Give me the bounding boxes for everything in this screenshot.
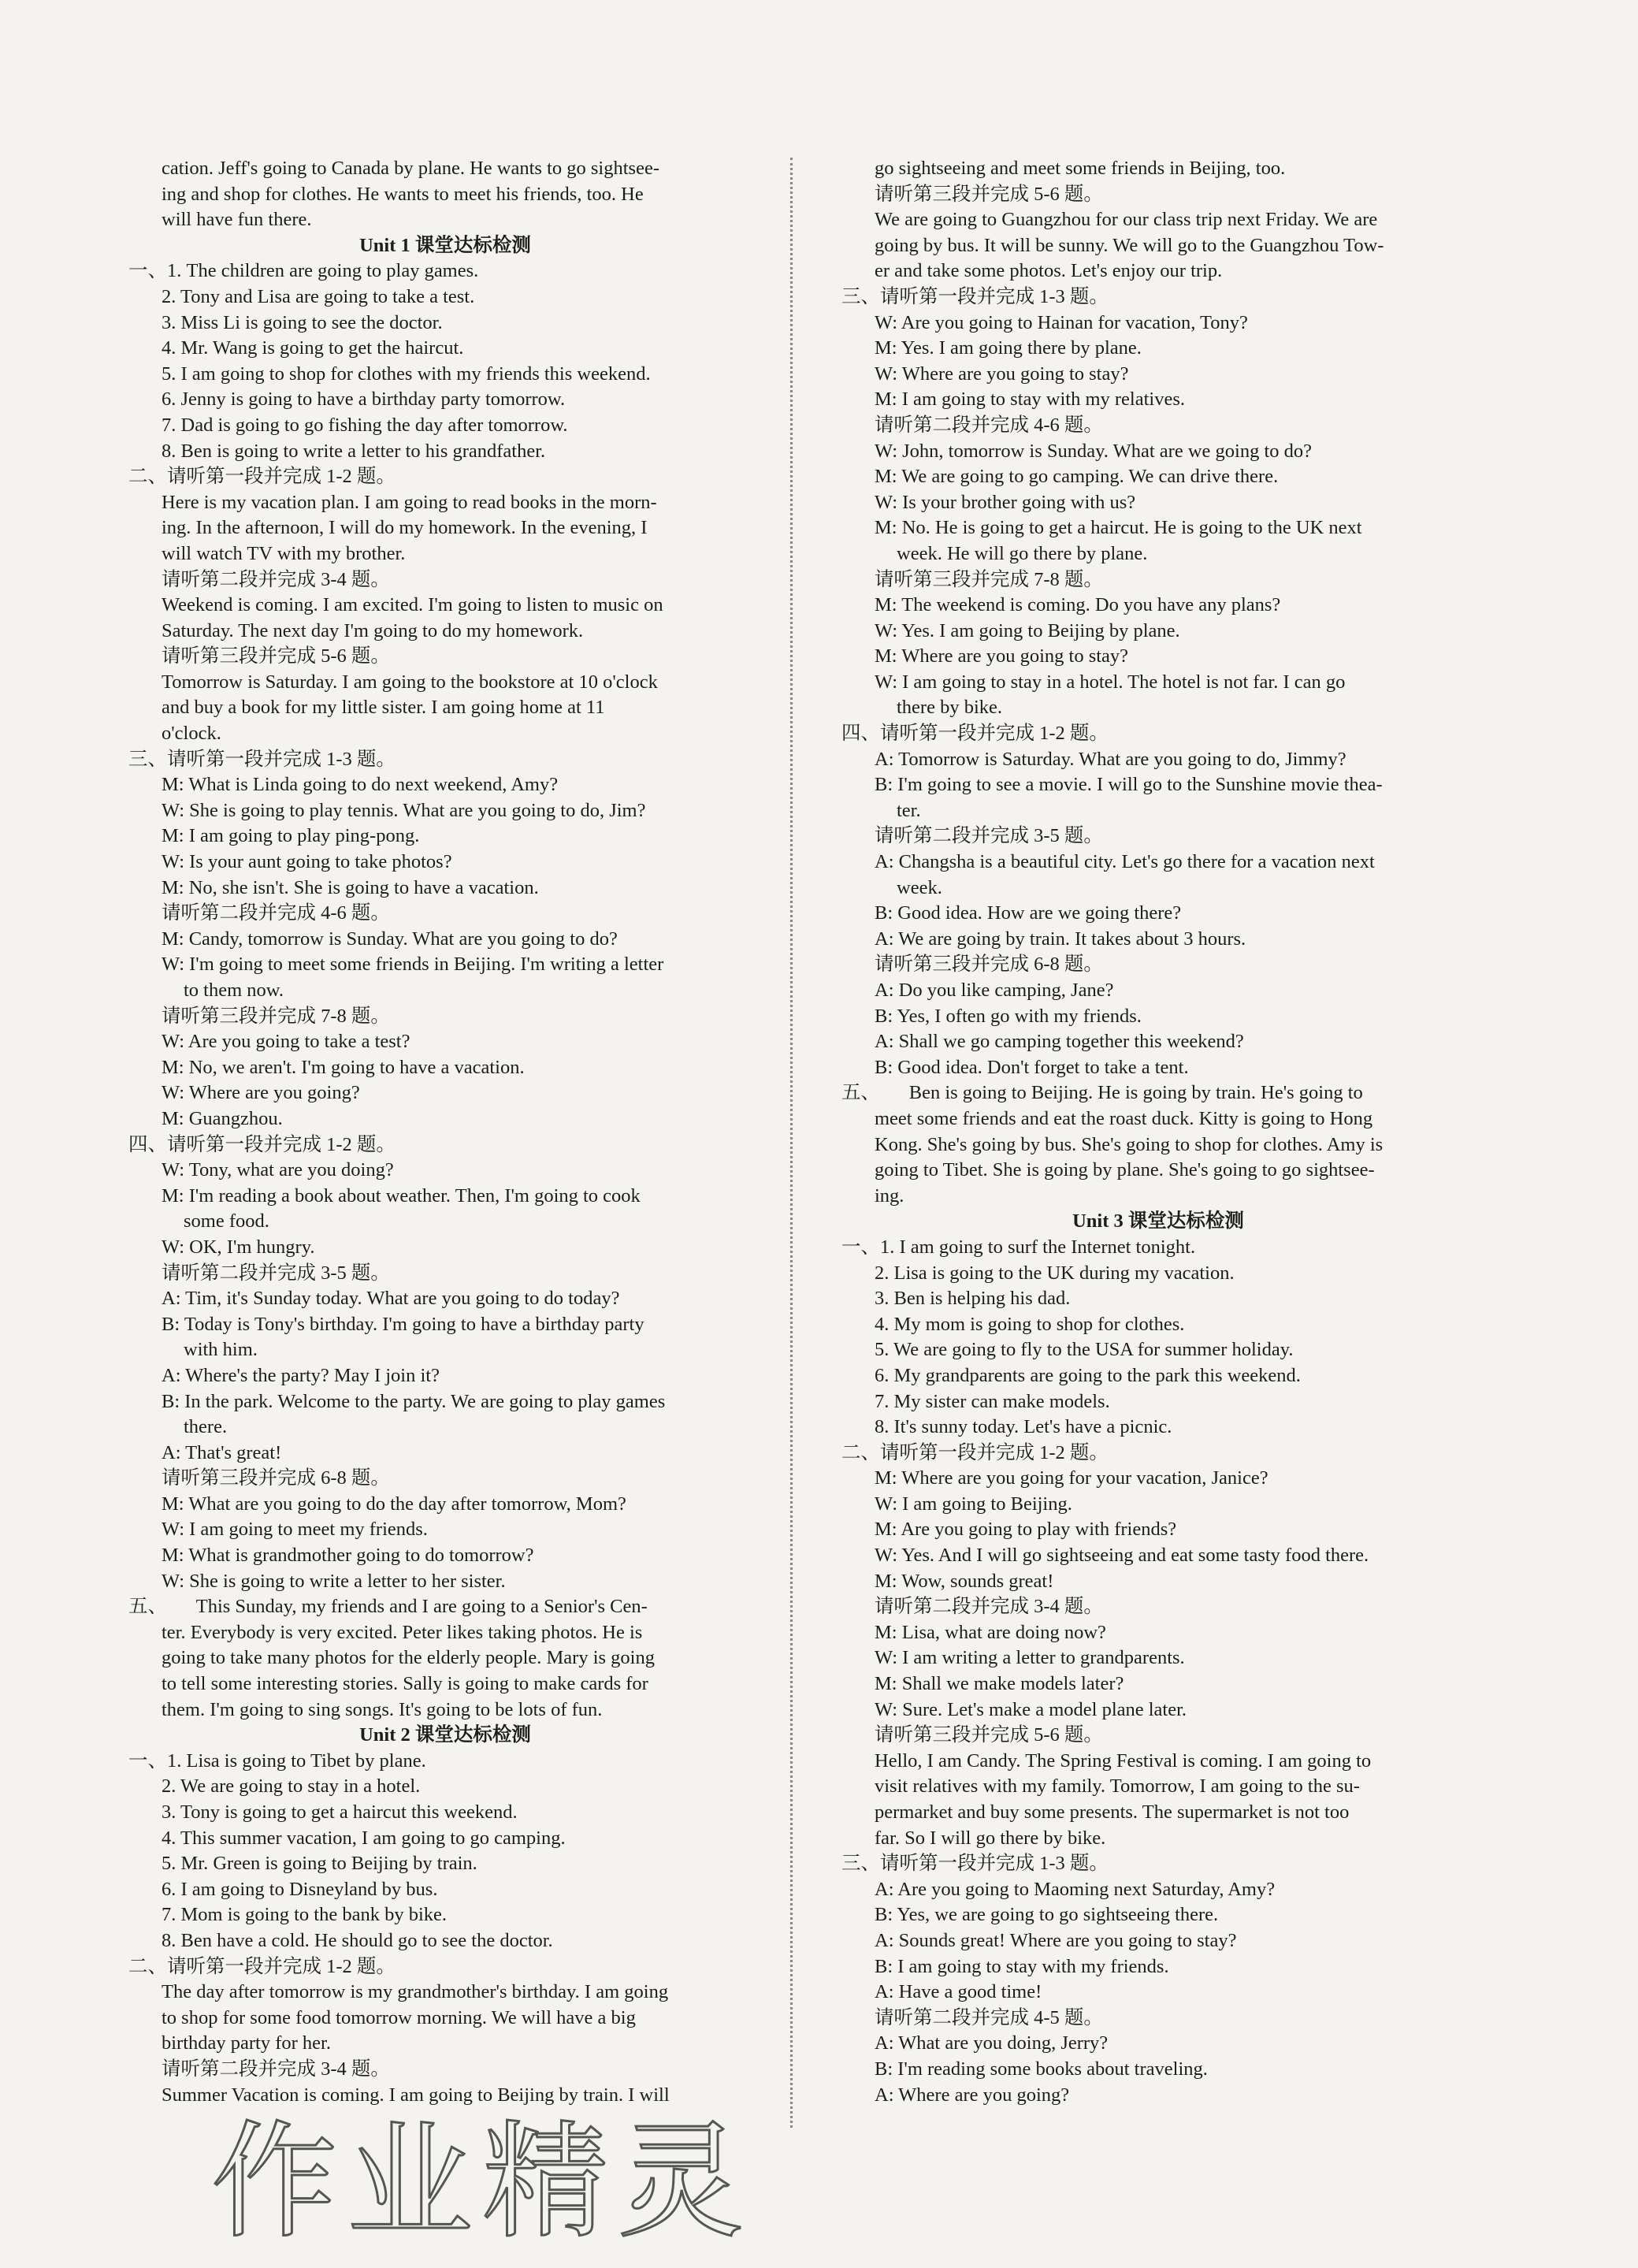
text-line: 6. Jenny is going to have a birthday party tomorrow. (162, 389, 566, 411)
text-line: M: The weekend is coming. Do you have any plans? (875, 594, 1281, 616)
text-line: 请听第三段并完成 5-6 题。 (875, 183, 1103, 205)
section-line: 四、请听第一段并完成 1-2 题。 (841, 723, 1109, 745)
text-line: 7. My sister can make models. (875, 1390, 1110, 1412)
text-line: 请听第三段并完成 6-8 题。 (162, 1467, 390, 1489)
text-line: 3. Tony is going to get a haircut this weekend. (162, 1801, 518, 1823)
text-line: M: Where are you going for your vacation, Janice? (875, 1467, 1268, 1489)
column-divider (790, 158, 793, 2128)
section-line: 二、请听第一段并完成 1-2 题。 (128, 466, 396, 488)
unit-heading: Unit 2 课堂达标检测 (359, 1724, 531, 1746)
text-line: 2. Tony and Lisa are going to take a test. (162, 285, 475, 307)
text-line: 3. Miss Li is going to see the doctor. (162, 311, 443, 333)
text-line: M: I am going to play ping-pong. (162, 825, 420, 847)
text-line: er and take some photos. Let's enjoy our trip. (875, 260, 1223, 282)
text-line: Saturday. The next day I'm going to do my homework. (162, 619, 584, 641)
text-line: W: Tony, what are you doing? (162, 1159, 394, 1181)
text-line: to tell some interesting stories. Sally is going to make cards for (162, 1673, 648, 1695)
text-line: W: OK, I'm hungry. (162, 1236, 315, 1258)
text-line: there by bike. (897, 697, 1003, 719)
text-line: 5. Mr. Green is going to Beijing by train. (162, 1853, 477, 1875)
text-line: 请听第二段并完成 3-5 题。 (162, 1262, 390, 1284)
text-line: M: I'm reading a book about weather. Then, I'm going to cook (162, 1184, 641, 1207)
text-line: cation. Jeff's going to Canada by plane. He wants to go sightsee- (162, 158, 659, 179)
text-line: to shop for some food tomorrow morning. We will have a big (162, 2006, 636, 2028)
text-line: 请听第二段并完成 3-4 题。 (875, 1596, 1103, 1618)
text-line: A: Where are you going? (875, 2084, 1070, 2106)
text-line: W: I am writing a letter to grandparents. (875, 1647, 1185, 1669)
text-line: 5. I am going to shop for clothes with my friends this weekend. (162, 363, 651, 385)
text-line: A: Tim, it's Sunday today. What are you going to do today? (162, 1288, 620, 1310)
text-line: M: No, we aren't. I'm going to have a vacation. (162, 1056, 525, 1078)
text-line: Weekend is coming. I am excited. I'm going to listen to music on (162, 594, 663, 616)
text-line: The day after tomorrow is my grandmother's birthday. I am going (162, 1981, 669, 2003)
unit-heading: Unit 3 课堂达标检测 (1072, 1210, 1244, 1233)
text-line: 5. We are going to fly to the USA for summer holiday. (875, 1339, 1294, 1361)
text-line: ing and shop for clothes. He wants to meet his friends, too. He (162, 183, 644, 205)
text-line: there. (184, 1416, 228, 1438)
text-line: B: Today is Tony's birthday. I'm going to have a birthday party (162, 1313, 644, 1335)
text-line: Here is my vacation plan. I am going to read books in the morn- (162, 491, 657, 513)
text-line: M: Guangzhou. (162, 1107, 283, 1129)
text-line: M: Shall we make models later? (875, 1673, 1124, 1695)
text-line: M: What is grandmother going to do tomorrow? (162, 1545, 534, 1567)
text-line: W: John, tomorrow is Sunday. What are we going to do? (875, 440, 1313, 462)
text-line: M: No, she isn't. She is going to have a vacation. (162, 876, 539, 898)
text-line: Kong. She's going by bus. She's going to shop for clothes. Amy is (875, 1133, 1384, 1155)
text-line: Tomorrow is Saturday. I am going to the bookstore at 10 o'clock (162, 671, 658, 693)
text-line: W: Where are you going to stay? (875, 363, 1129, 385)
section-line: 三、请听第一段并完成 1-3 题。 (128, 748, 396, 770)
text-line: M: Wow, sounds great! (875, 1570, 1054, 1592)
text-line: A: Have a good time! (875, 1981, 1042, 2003)
text-line: A: Tomorrow is Saturday. What are you going to do, Jimmy? (875, 748, 1346, 770)
text-line: 请听第二段并完成 4-6 题。 (162, 902, 390, 924)
text-line: M: What are you going to do the day after tomorrow, Mom? (162, 1493, 626, 1515)
text-line: W: Where are you going? (162, 1082, 360, 1104)
text-line: going to Tibet. She is going by plane. She's going to go sightsee- (875, 1159, 1375, 1181)
text-line: A: Shall we go camping together this weekend? (875, 1031, 1244, 1053)
section-line: 一、1. The children are going to play games. (128, 260, 479, 282)
text-line: 3. Ben is helping his dad. (875, 1288, 1071, 1310)
text-line: Summer Vacation is coming. I am going to Beijing by train. I will (162, 2084, 670, 2106)
text-line: week. (897, 876, 942, 898)
text-line: B: I am going to stay with my friends. (875, 1955, 1169, 1977)
text-line: going by bus. It will be sunny. We will go to the Guangzhou Tow- (875, 234, 1384, 256)
text-line: B: I'm going to see a movie. I will go to the Sunshine movie thea- (875, 774, 1383, 796)
section-line: 五、 This Sunday, my friends and I are going to a Senior's Cen- (128, 1596, 648, 1618)
text-line: W: Are you going to take a test? (162, 1031, 410, 1053)
text-line: M: What is Linda going to do next weekend, Amy? (162, 774, 559, 796)
text-line: 请听第二段并完成 3-5 题。 (875, 825, 1103, 847)
text-line: week. He will go there by plane. (897, 542, 1148, 564)
text-line: W: I'm going to meet some friends in Beijing. I'm writing a letter (162, 954, 664, 976)
text-line: M: Candy, tomorrow is Sunday. What are you going to do? (162, 928, 618, 950)
text-line: 请听第二段并完成 3-4 题。 (162, 2058, 390, 2080)
text-line: A: That's great! (162, 1441, 282, 1463)
text-line: M: Yes. I am going there by plane. (875, 337, 1142, 359)
text-line: going to take many photos for the elderly people. Mary is going (162, 1647, 655, 1669)
text-line: 4. This summer vacation, I am going to go camping. (162, 1827, 566, 1849)
text-line: ter. (897, 799, 921, 821)
text-line: W: Sure. Let's make a model plane later. (875, 1698, 1187, 1720)
text-line: W: Are you going to Hainan for vacation, Tony? (875, 311, 1248, 333)
text-line: will watch TV with my brother. (162, 542, 406, 564)
left-column (128, 156, 752, 2108)
text-line: far. So I will go there by bike. (875, 1827, 1106, 1849)
text-line: A: We are going by train. It takes about 3 hours. (875, 928, 1246, 950)
text-line: permarket and buy some presents. The supermarket is not too (875, 1801, 1350, 1823)
text-line: with him. (184, 1339, 258, 1361)
text-line: 请听第二段并完成 3-4 题。 (162, 568, 390, 590)
text-line: 2. Lisa is going to the UK during my vacation. (875, 1262, 1235, 1284)
text-line: will have fun there. (162, 209, 312, 231)
text-line: B: Yes, I often go with my friends. (875, 1005, 1142, 1027)
text-line: M: Are you going to play with friends? (875, 1519, 1177, 1541)
text-line: A: Do you like camping, Jane? (875, 980, 1114, 1001)
text-line: Hello, I am Candy. The Spring Festival is coming. I am going to (875, 1749, 1372, 1772)
text-line: 7. Dad is going to go fishing the day after tomorrow. (162, 414, 568, 436)
text-line: W: I am going to meet my friends. (162, 1519, 428, 1541)
text-line: W: She is going to play tennis. What are you going to do, Jim? (162, 799, 646, 821)
text-line: 请听第三段并完成 5-6 题。 (875, 1724, 1103, 1746)
text-line: 6. I am going to Disneyland by bus. (162, 1878, 438, 1900)
text-line: to them now. (184, 980, 284, 1001)
text-line: B: Good idea. Don't forget to take a tent. (875, 1056, 1189, 1078)
text-line: M: I am going to stay with my relatives. (875, 389, 1185, 411)
text-line: M: Lisa, what are doing now? (875, 1621, 1106, 1643)
text-line: B: Good idea. How are we going there? (875, 902, 1182, 924)
text-line: W: Is your brother going with us? (875, 491, 1136, 513)
text-line: W: Is your aunt going to take photos? (162, 851, 452, 873)
text-line: 请听第二段并完成 4-6 题。 (875, 414, 1103, 436)
text-line: ing. In the afternoon, I will do my homework. In the evening, I (162, 517, 648, 539)
text-line: W: She is going to write a letter to her sister. (162, 1570, 506, 1592)
text-line: M: We are going to go camping. We can drive there. (875, 466, 1279, 488)
text-line: birthday party for her. (162, 2032, 331, 2054)
text-line: M: No. He is going to get a haircut. He is going to the UK next (875, 517, 1362, 539)
text-line: 请听第三段并完成 7-8 题。 (162, 1005, 390, 1027)
text-line: o'clock. (162, 723, 221, 745)
text-line: 2. We are going to stay in a hotel. (162, 1775, 421, 1798)
section-line: 一、1. I am going to surf the Internet tonight. (841, 1236, 1196, 1258)
text-line: 请听第二段并完成 4-5 题。 (875, 2006, 1103, 2028)
text-line: 请听第三段并完成 7-8 题。 (875, 568, 1103, 590)
unit-heading: Unit 1 课堂达标检测 (359, 234, 531, 256)
text-line: 请听第三段并完成 5-6 题。 (162, 645, 390, 667)
text-line: go sightseeing and meet some friends in Beijing, too. (875, 158, 1286, 179)
text-line: 8. Ben is going to write a letter to his grandfather. (162, 440, 546, 462)
text-line: A: What are you doing, Jerry? (875, 2032, 1109, 2054)
section-line: 五、 Ben is going to Beijing. He is going by train. He's going to (841, 1082, 1363, 1104)
section-line: 一、1. Lisa is going to Tibet by plane. (128, 1749, 426, 1772)
text-line: 8. It's sunny today. Let's have a picnic. (875, 1416, 1172, 1438)
text-line: B: In the park. Welcome to the party. We are going to play games (162, 1390, 666, 1412)
text-line: M: Where are you going to stay? (875, 645, 1129, 667)
text-line: W: I am going to stay in a hotel. The hotel is not far. I can go (875, 671, 1346, 693)
text-line: 8. Ben have a cold. He should go to see the doctor. (162, 1929, 553, 1951)
text-line: ing. (875, 1184, 904, 1207)
text-line: and buy a book for my little sister. I am going home at 11 (162, 697, 605, 719)
text-line: W: I am going to Beijing. (875, 1493, 1072, 1515)
section-line: 三、请听第一段并完成 1-3 题。 (841, 285, 1109, 307)
text-line: A: Are you going to Maoming next Saturday, Amy? (875, 1878, 1276, 1900)
text-line: 请听第三段并完成 6-8 题。 (875, 954, 1103, 976)
text-line: We are going to Guangzhou for our class trip next Friday. We are (875, 209, 1378, 231)
section-line: 三、请听第一段并完成 1-3 题。 (841, 1853, 1109, 1875)
text-line: B: I'm reading some books about traveling. (875, 2058, 1208, 2080)
text-line: visit relatives with my family. Tomorrow, I am going to the su- (875, 1775, 1360, 1798)
section-line: 二、请听第一段并完成 1-2 题。 (128, 1955, 396, 1977)
text-line: B: Yes, we are going to go sightseeing there. (875, 1904, 1219, 1926)
text-line: A: Sounds great! Where are you going to stay? (875, 1929, 1237, 1951)
text-line: 4. My mom is going to shop for clothes. (875, 1313, 1185, 1335)
text-line: W: Yes. I am going to Beijing by plane. (875, 619, 1180, 641)
text-line: some food. (184, 1210, 269, 1233)
text-line: meet some friends and eat the roast duck. Kitty is going to Hong (875, 1107, 1373, 1129)
text-line: 6. My grandparents are going to the park this weekend. (875, 1364, 1301, 1386)
right-column (841, 156, 1465, 2108)
text-line: 7. Mom is going to the bank by bike. (162, 1904, 448, 1926)
text-line: A: Changsha is a beautiful city. Let's go there for a vacation next (875, 851, 1375, 873)
text-line: them. I'm going to sing songs. It's going to be lots of fun. (162, 1698, 603, 1720)
text-line: ter. Everybody is very excited. Peter likes taking photos. He is (162, 1621, 643, 1643)
section-line: 二、请听第一段并完成 1-2 题。 (841, 1441, 1109, 1463)
text-line: 4. Mr. Wang is going to get the haircut. (162, 337, 464, 359)
text-line: W: Yes. And I will go sightseeing and eat some tasty food there. (875, 1545, 1369, 1567)
section-line: 四、请听第一段并完成 1-2 题。 (128, 1133, 396, 1155)
text-line: A: Where's the party? May I join it? (162, 1364, 440, 1386)
watermark: 作业精灵 (211, 2108, 754, 2255)
